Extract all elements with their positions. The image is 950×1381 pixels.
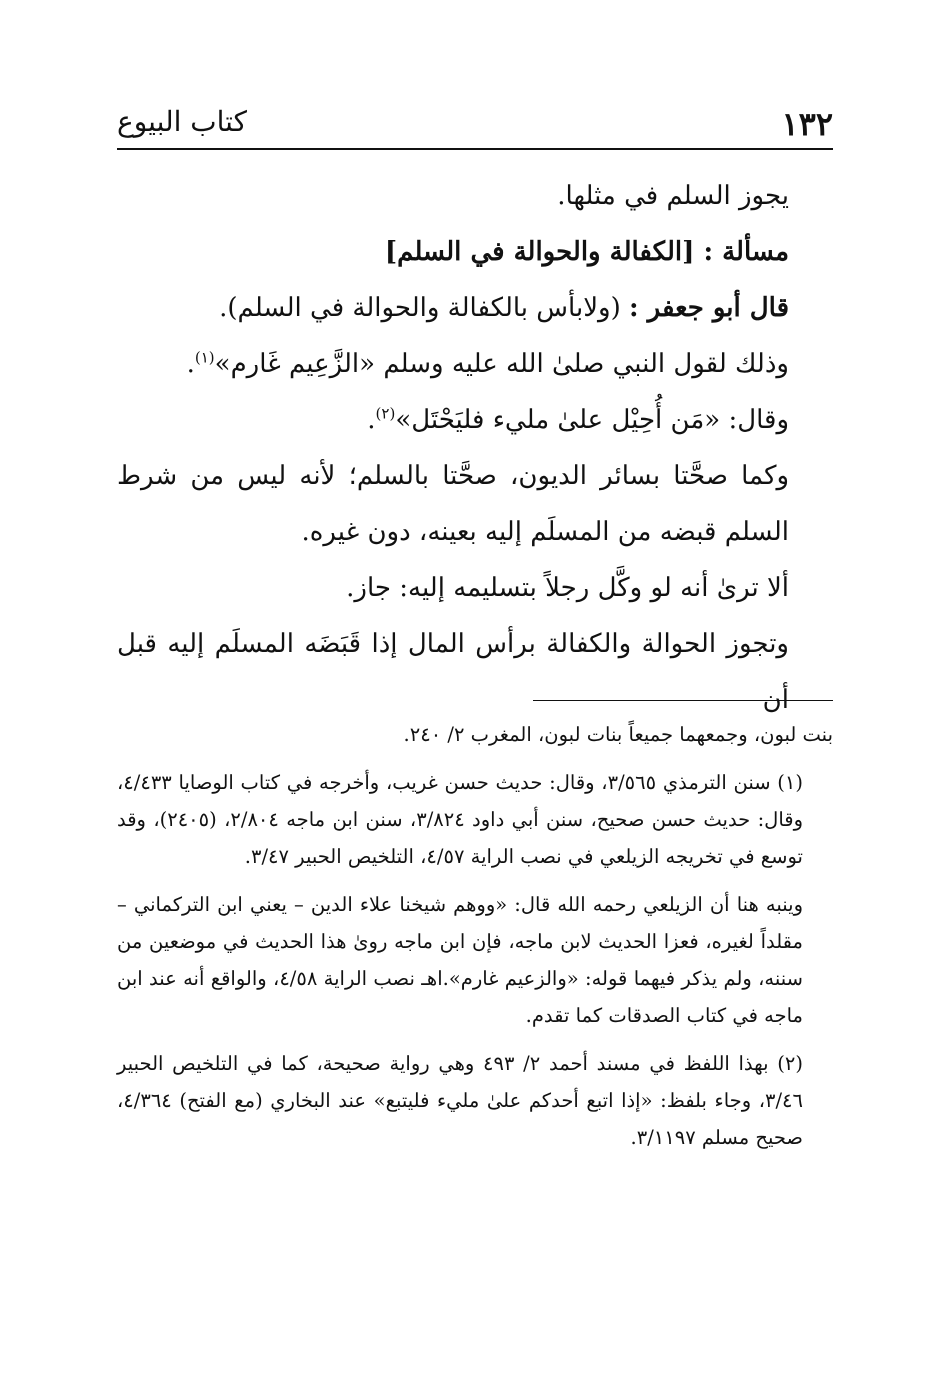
footnote-1-note: وينبه هنا أن الزيلعي رحمه الله قال: «ووهم شيخنا علاء الدين – يعني ابن التركماني – مقلداً لغيره، فعزا الحديث لابن ماجه، فإن ابن ماجه روىٰ هذا الحديث في موضعين من سننه، ولم يذكر فيهما قوله: «والزعيم غارم».اهـ نصب الراية ٤/٥٨، والواقع أنه عند ابن ماجه في كتاب الصدقات كما تقدم. [117,893,803,1027]
paragraph: وتجوز الحوالة والكفالة برأس المال إذا قَبَضَه المسلَم إليه قبل أن [117,629,789,715]
paragraph: يجوز السلم في مثلها. [557,181,789,211]
paragraph [117,280,833,336]
page-header [117,96,833,150]
footnote-1: (١) سنن الترمذي ٣/٥٦٥، وقال: حديث حسن غريب، وأخرجه في كتاب الوصايا ٤/٤٣٣، وقال: حديث حسن صحيح، سنن أبي داود ٣/٨٢٤، سنن ابن ماجه ٢/٨٠٤، (٢٤٠٥)، وقد توسع في تخريجه الزيلعي في نصب الراية ٤/٥٧، التلخيص الحبير ٣/٤٧. [117,771,804,868]
hadith-text: وذلك لقول النبي صلىٰ الله عليه وسلم «الزَّعِيم غَارم» [214,349,789,379]
footnote-continuation: بنت لبون، وجمعهما جميعاً بنات لبون، المغرب ٢/ ٢٤٠. [403,723,833,746]
paragraph [117,336,833,392]
footnotes [117,716,833,1167]
paragraph [117,392,833,448]
running-title: كتاب البيوع [117,105,247,138]
footnote-ref[interactable]: (١) [194,348,215,367]
footnote-divider [533,700,833,701]
punctuation: . [186,349,195,379]
page-number: ١٣٢ [781,105,833,143]
punctuation: . [367,405,376,435]
paragraph: ألا ترىٰ أنه لو وكَّل رجلاً بتسليمه إليه: جاز. [346,573,789,603]
issue-heading: مسألة : [الكفالة والحوالة في السلم] [384,237,789,267]
footnote-ref[interactable]: (٢) [375,404,396,423]
footnote-2: (٢) بهذا اللفظ في مسند أحمد ٢/ ٤٩٣ وهي رواية صحيحة، كما في التلخيص الحبير ٣/٤٦، وجاء بلفظ: «إذا اتبع أحدكم علىٰ مليء فليتبع» عند البخاري (مع الفتح) ٤/٣٦٤، صحيح مسلم ٣/١١٩٧. [117,1052,803,1149]
speaker-label: قال أبو جعفر : [629,293,789,323]
quote-text: (ولابأس بالكفالة والحوالة في السلم). [219,293,621,323]
paragraph: وكما صحَّتا بسائر الديون، صحَّتا بالسلم؛ لأنه ليس من شرط السلم قبضه من المسلَم إليه بعينه، دون غيره. [117,461,789,547]
main-text [117,168,833,728]
hadith-text: وقال: «مَن أُحِيْل علىٰ مليء فليَحْتَل» [395,405,789,435]
